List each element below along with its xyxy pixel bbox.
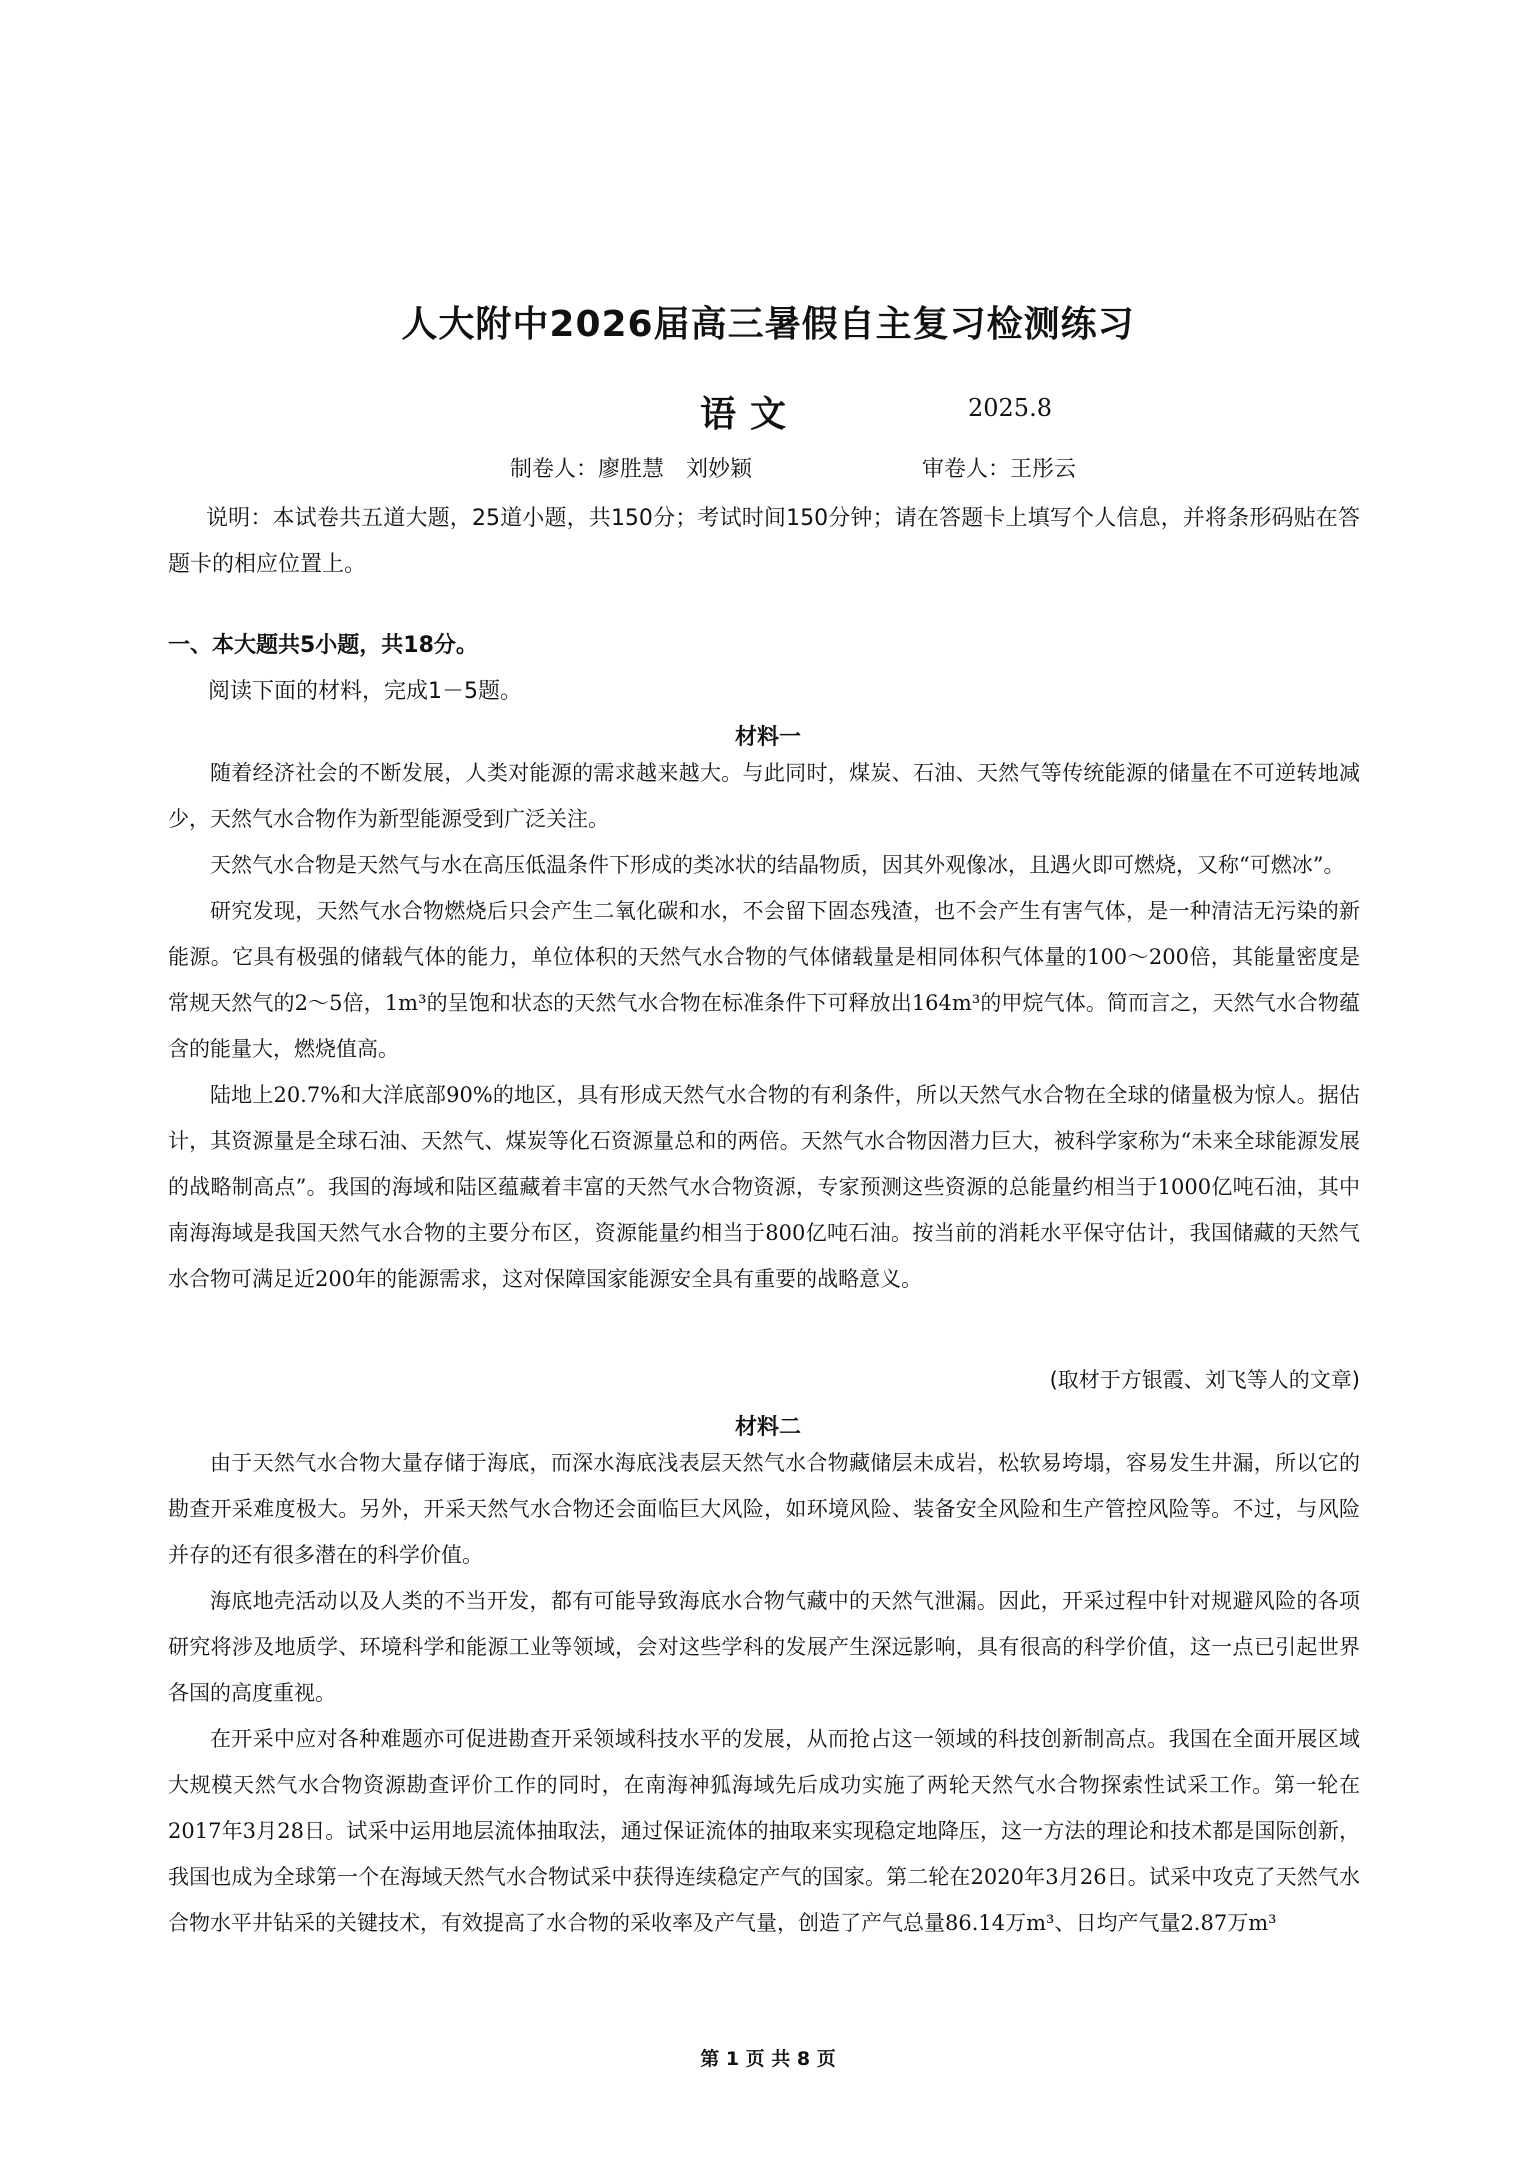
paper-maker: 制卷人：廖胜慧 刘妙颖 bbox=[510, 457, 753, 482]
paper-reviewer: 审卷人：王彤云 bbox=[922, 457, 1077, 482]
material-2-paragraph: 在开采中应对各种难题亦可促进勘查开采领域科技水平的发展，从而抢占这一领域的科技创新制高点。我国在全面开展区域大规模天然气水合物资源勘查评价工作的同时，在南海神狐海域先后成功实施了两轮天然气水合物探索性试采工作。第一轮在2017年3月28日。试采中运用地层流体抽取法，通过保证流体的抽取来实现稳定地降压，这一方法的理论和技术都是国际创新，我国也成为全球第一个在海域天然气水合物试采中获得连续稳定产气的国家。第二轮在2020年3月26日。试采中攻克了天然气水合物水平井钻采的关键技术，有效提高了水合物的采收率及产气量，创造了产气总量86.14万m³、日均产气量2.87万m³ bbox=[168, 1727, 1360, 1935]
material-1-paragraph: 随着经济社会的不断发展，人类对能源的需求越来越大。与此同时，煤炭、石油、天然气等传统能源的储量在不可逆转地减少，天然气水合物作为新型能源受到广泛关注。 bbox=[168, 761, 1360, 831]
page-number: 第 1 页 共 8 页 bbox=[700, 2048, 836, 2070]
material-2-paragraph: 由于天然气水合物大量存储于海底，而深水海底浅表层天然气水合物藏储层未成岩，松软易垮塌，容易发生井漏，所以它的勘查开采难度极大。另外，开采天然气水合物还会面临巨大风险，如环境风险、装备安全风险和生产管控风险等。不过，与风险并存的还有很多潜在的科学价值。 bbox=[168, 1451, 1360, 1567]
material-1-paragraph: 陆地上20.7%和大洋底部90%的地区，具有形成天然气水合物的有利条件，所以天然气水合物在全球的储量极为惊人。据估计，其资源量是全球石油、天然气、煤炭等化石资源量总和的两倍。天然气水合物因潜力巨大，被科学家称为“未来全球能源发展的战略制高点”。我国的海域和陆区蕴藏着丰富的天然气水合物资源，专家预测这些资源的总能量约相当于1000亿吨石油，其中南海海域是我国天然气水合物的主要分布区，资源能量约相当于800亿吨石油。按当前的消耗水平保守估计，我国储藏的天然气水合物可满足近200年的能源需求，这对保障国家能源安全具有重要的战略意义。 bbox=[168, 1083, 1360, 1291]
subject-row bbox=[0, 386, 1536, 436]
exam-date: 2025.8 bbox=[968, 394, 1052, 422]
material-1-title: 材料一 bbox=[734, 725, 801, 750]
subject-label: 语文 bbox=[700, 394, 801, 435]
material-1-source: (取材于方银霞、刘飞等人的文章) bbox=[1049, 1368, 1360, 1392]
exam-title: 人大附中2026届高三暑假自主复习检测练习 bbox=[401, 304, 1135, 345]
material-1-paragraph: 天然气水合物是天然气与水在高压低温条件下形成的类冰状的结晶物质，因其外观像冰，且遇火即可燃烧，又称“可燃冰”。 bbox=[210, 853, 1345, 877]
material-1-body bbox=[168, 750, 1360, 1302]
section-1-instruction: 阅读下面的材料，完成1－5题。 bbox=[208, 679, 522, 704]
authors-line bbox=[0, 452, 1536, 488]
material-1-paragraph: 研究发现，天然气水合物燃烧后只会产生二氧化碳和水，不会留下固态残渣，也不会产生有害气体，是一种清洁无污染的新能源。它具有极强的储载气体的能力，单位体积的天然气水合物的气体储载量是相同体积气体量的100～200倍，其能量密度是常规天然气的2～5倍，1m³的呈饱和状态的天然气水合物在标准条件下可释放出164m³的甲烷气体。简而言之，天然气水合物蕴含的能量大，燃烧值高。 bbox=[168, 899, 1360, 1061]
section-1-heading: 一、本大题共5小题，共18分。 bbox=[168, 633, 478, 658]
material-2-paragraph: 海底地壳活动以及人类的不当开发，都有可能导致海底水合物气藏中的天然气泄漏。因此，开采过程中针对规避风险的各项研究将涉及地质学、环境科学和能源工业等领域，会对这些学科的发展产生深远影响，具有很高的科学价值，这一点已引起世界各国的高度重视。 bbox=[168, 1589, 1360, 1705]
material-2-title: 材料二 bbox=[734, 1415, 801, 1440]
exam-instructions-note: 说明：本试卷共五道大题，25道小题，共150分；考试时间150分钟；请在答题卡上填写个人信息，并将条形码贴在答题卡的相应位置上。 bbox=[168, 506, 1360, 577]
material-2-body bbox=[168, 1440, 1360, 1946]
